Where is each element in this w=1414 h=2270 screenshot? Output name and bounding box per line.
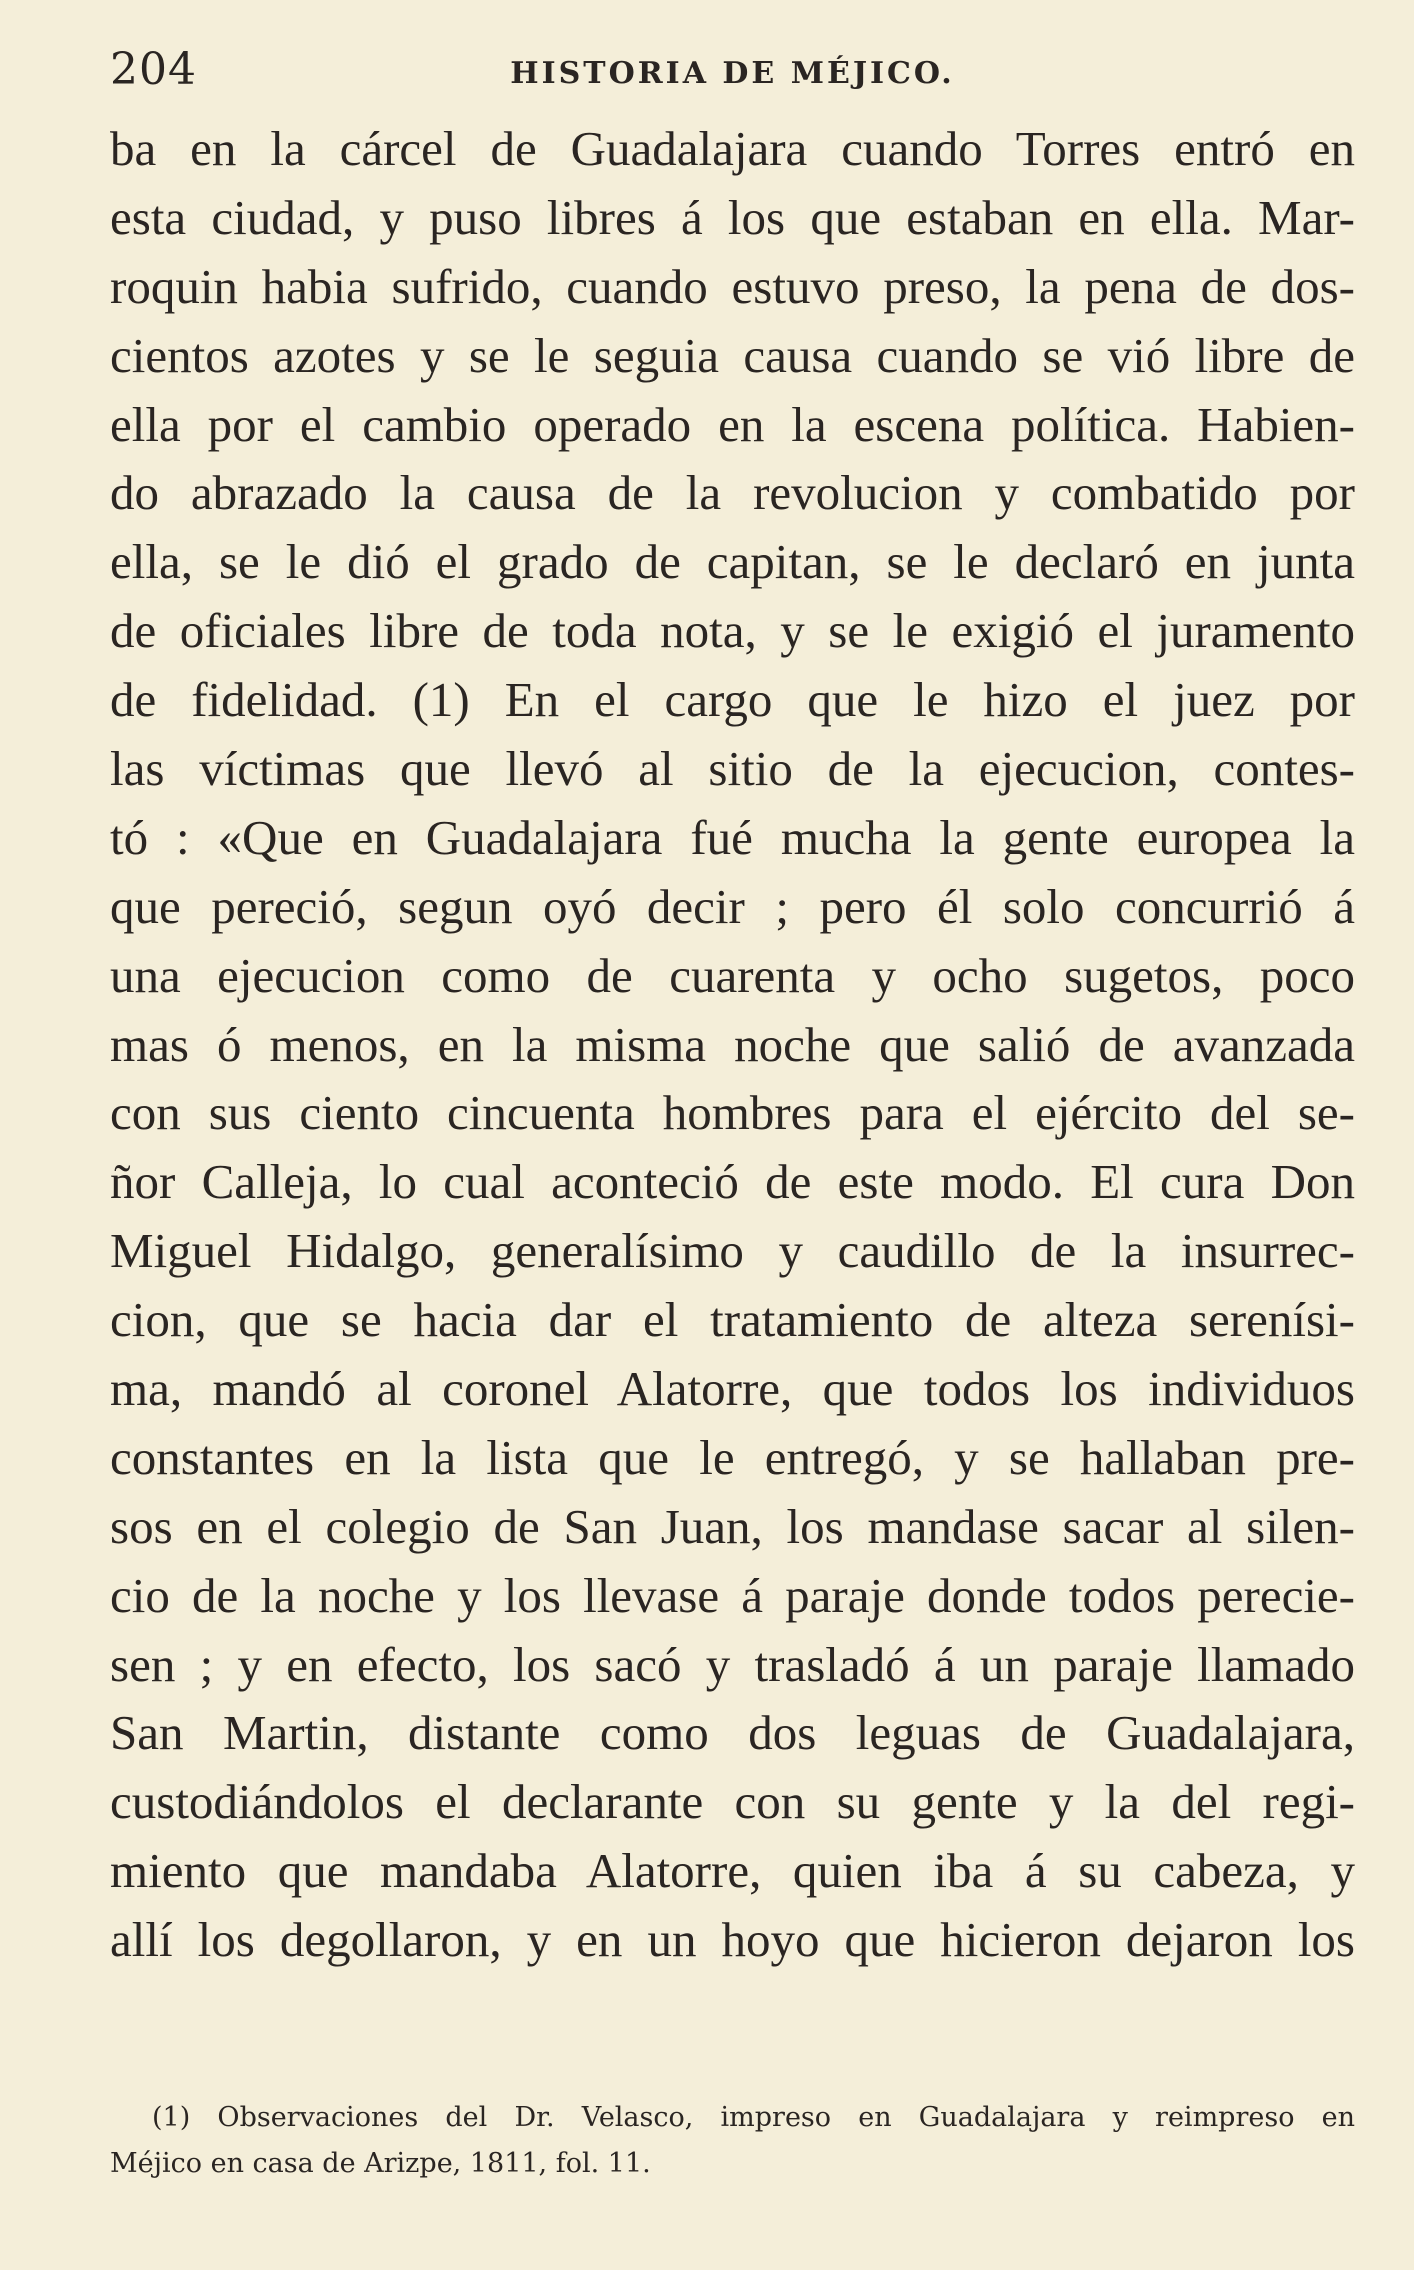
text-line: ñor Calleja, lo cual aconteció de este modo. El cura Don — [110, 1154, 1355, 1210]
text-line: tó : «Que en Guadalajara fué mucha la gente europea la — [110, 809, 1355, 865]
text-line: Miguel Hidalgo, generalísimo y caudillo de la insurrec- — [110, 1223, 1355, 1279]
text-line: de oficiales libre de toda nota, y se le exigió el juramento — [110, 603, 1355, 659]
text-line: una ejecucion como de cuarenta y ocho sugetos, poco — [110, 947, 1355, 1003]
text-line: roquin habia sufrido, cuando estuvo preso, la pena de dos- — [110, 258, 1355, 314]
text-line: ba en la cárcel de Guadalajara cuando Torres entró en — [110, 121, 1355, 176]
text-line: sos en el colegio de San Juan, los mandase sacar al silen- — [110, 1498, 1355, 1554]
text-line: sen ; y en efecto, los sacó y trasladó á un paraje llamado — [110, 1636, 1355, 1692]
text-line: allí los degollaron, y en un hoyo que hicieron dejaron los — [110, 1912, 1355, 1968]
text-line: cion, que se hacia dar el tratamiento de alteza serenísi- — [110, 1292, 1355, 1348]
text-line: con sus ciento cincuenta hombres para el ejército del se- — [110, 1085, 1355, 1141]
footnote-line: (1) Observaciones del Dr. Velasco, impreso en Guadalajara y reimpreso en — [152, 2102, 1355, 2133]
running-head: HISTORIA DE MÉJICO. — [510, 56, 955, 91]
text-line: custodiándolos el declarante con su gente y la del regi- — [110, 1774, 1355, 1830]
footnote — [110, 2095, 1355, 2187]
text-line: cio de la noche y los llevase á paraje donde todos perecie- — [110, 1567, 1355, 1623]
text-line: de fidelidad. (1) En el cargo que le hizo el juez por — [110, 672, 1355, 728]
text-line: cientos azotes y se le seguia causa cuando se vió libre de — [110, 327, 1355, 383]
text-line: las víctimas que llevó al sitio de la ejecucion, contes- — [110, 741, 1355, 797]
text-line: mas ó menos, en la misma noche que salió de avanzada — [110, 1016, 1355, 1072]
page-number: 204 — [110, 44, 197, 95]
text-line: ella, se le dió el grado de capitan, se le declaró en junta — [110, 534, 1355, 590]
text-line: San Martin, distante como dos leguas de Guadalajara, — [110, 1705, 1355, 1761]
footnote-line: Méjico en casa de Arizpe, 1811, fol. 11. — [110, 2148, 651, 2179]
text-line: ma, mandó al coronel Alatorre, que todos los individuos — [110, 1361, 1355, 1417]
page-header — [110, 40, 1355, 110]
body-text — [110, 115, 1355, 1975]
text-line: que pereció, segun oyó decir ; pero él solo concurrió á — [110, 878, 1355, 934]
text-line: do abrazado la causa de la revolucion y combatido por — [110, 465, 1355, 521]
text-line: esta ciudad, y puso libres á los que estaban en ella. Mar- — [110, 189, 1355, 245]
text-line: miento que mandaba Alatorre, quien iba á su cabeza, y — [110, 1843, 1355, 1899]
text-line: constantes en la lista que le entregó, y se hallaban pre- — [110, 1429, 1355, 1485]
text-line: ella por el cambio operado en la escena política. Habien- — [110, 396, 1355, 452]
